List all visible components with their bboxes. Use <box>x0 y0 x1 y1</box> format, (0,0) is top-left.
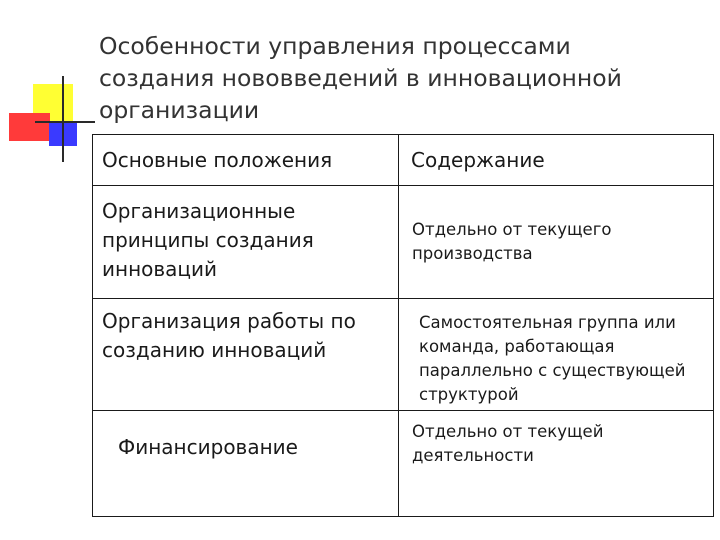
cell-text-line: производства <box>412 244 533 263</box>
cell-text-line: Организационные <box>102 199 296 223</box>
row-label-cell <box>93 411 399 517</box>
header-label: Содержание <box>411 148 545 172</box>
title-line: организации <box>99 96 260 124</box>
cell-text-line: команда, работающая <box>419 337 615 356</box>
slide-title <box>99 30 699 126</box>
row-content-cell <box>399 299 714 411</box>
cell-text-line: параллельно с существующей <box>419 361 686 380</box>
table-header-row <box>93 135 714 186</box>
header-label: Основные положения <box>102 148 333 172</box>
cell-text-line: Отдельно от текущего <box>412 220 612 239</box>
table-row <box>93 299 714 411</box>
header-cell-main-points <box>93 135 399 186</box>
cell-text-line: структурой <box>419 385 519 404</box>
cell-text-line: Самостоятельная группа или <box>419 313 676 332</box>
row-label-cell <box>93 186 399 299</box>
decorative-horizontal-line <box>35 121 95 123</box>
row-content-cell <box>399 186 714 299</box>
cell-text-line: инноваций <box>102 257 218 281</box>
header-cell-content <box>399 135 714 186</box>
cell-text-line: Финансирование <box>118 435 298 459</box>
row-content-cell <box>399 411 714 517</box>
cell-text-line: принципы создания <box>102 228 314 252</box>
content-table <box>92 134 714 517</box>
decorative-vertical-line <box>62 76 64 162</box>
title-line: создания нововведений в инновационной <box>99 64 622 92</box>
cell-text-line: деятельности <box>412 446 534 465</box>
title-line: Особенности управления процессами <box>99 32 571 60</box>
cell-text-line: Организация работы по <box>102 309 356 333</box>
row-label-cell <box>93 299 399 411</box>
cell-text-line: Отдельно от текущей <box>412 422 604 441</box>
table-row <box>93 411 714 517</box>
cell-text-line: созданию инноваций <box>102 338 327 362</box>
decorative-red-square <box>9 113 50 141</box>
table-row <box>93 186 714 299</box>
